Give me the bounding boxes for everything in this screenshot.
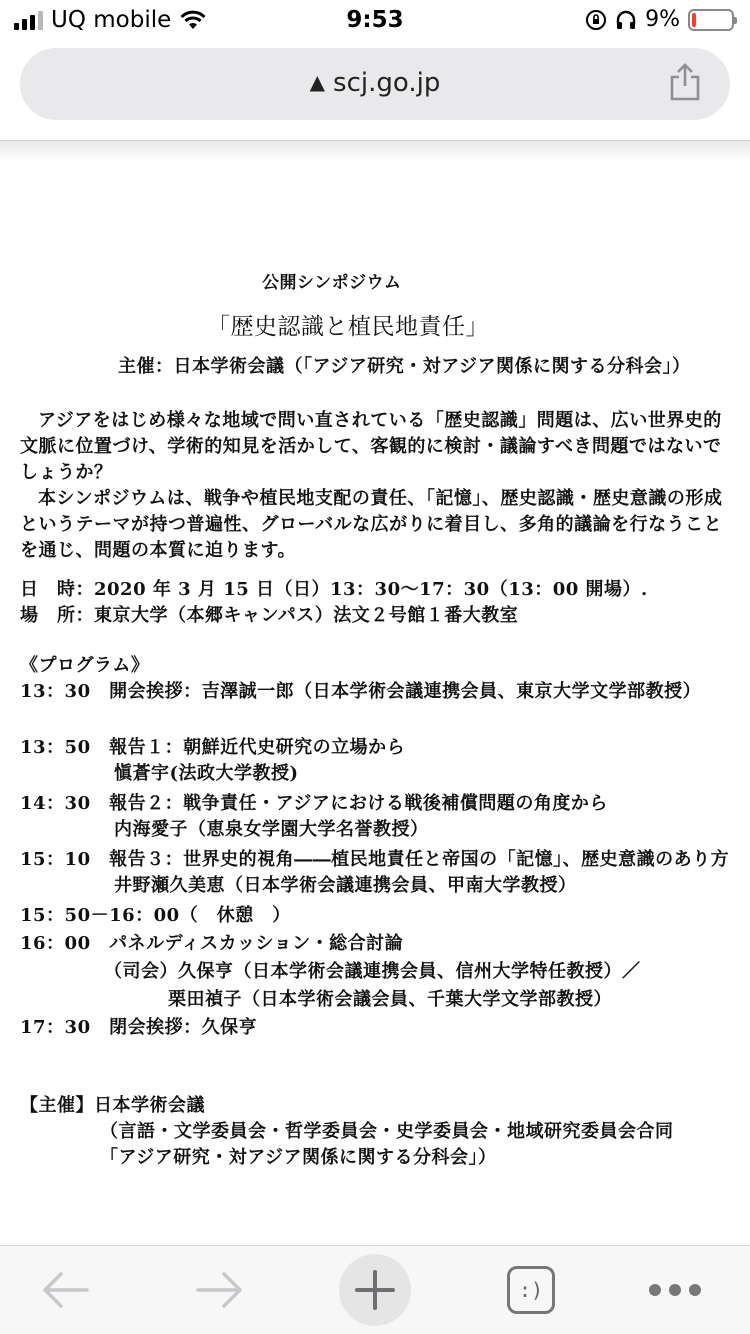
plus-icon bbox=[353, 1268, 397, 1312]
doc-organizer: 主催：日本学術会議（「アジア研究・対アジア関係に関する分科会」） bbox=[118, 356, 691, 377]
arrow-right-icon bbox=[194, 1270, 246, 1310]
doc-date-time: 日 時：2020 年 3 月 15 日（日）13：30〜17：30（13：00 開場）. bbox=[20, 579, 648, 600]
program-item: 13：50 報告１：朝鮮近代史研究の立場から bbox=[20, 737, 406, 758]
doc-program-heading: 《プログラム》 bbox=[20, 655, 150, 676]
browser-toolbar bbox=[0, 1245, 750, 1334]
doc-paragraph-line: 本シンポジウムは、戦争や植民地支配の責任、「記憶」、歴史認識・歴史意識の形成 bbox=[38, 488, 723, 509]
doc-paragraph-line: というテーマが持つ普遍性、グローバルな広がりに着目し、多角的議論を行なうこと bbox=[20, 514, 723, 535]
doc-kicker: 公開シンポジウム bbox=[262, 273, 402, 293]
orientation-lock-icon bbox=[585, 9, 607, 31]
arrow-left-icon bbox=[39, 1270, 91, 1310]
program-item: 14：30 報告２：戦争責任・アジアにおける戦後補償問題の角度から bbox=[20, 793, 608, 814]
program-speaker: 栗田禎子（日本学術会議会員、千葉大学文学部教授） bbox=[168, 989, 612, 1010]
more-menu-button[interactable] bbox=[640, 1258, 710, 1322]
status-bar bbox=[0, 0, 750, 44]
doc-host-detail: （言語・文学委員会・哲学委員会・史学委員会・地域研究委員会合同 bbox=[100, 1121, 674, 1142]
more-dots-icon bbox=[649, 1284, 701, 1296]
program-break: 15：50－16：00（ 休憩 ） bbox=[20, 905, 291, 926]
tabs-icon: :) bbox=[507, 1266, 555, 1314]
doc-title: 「歴史認識と植民地責任」 bbox=[207, 314, 489, 340]
doc-paragraph-line: しょうか？ bbox=[20, 462, 113, 483]
program-item: 13：30 開会挨拶：吉澤誠一郎（日本学術会議連携会員、東京大学文学部教授） bbox=[20, 681, 702, 702]
doc-host-detail: 「アジア研究・対アジア関係に関する分科会」） bbox=[100, 1147, 497, 1168]
not-secure-warning-icon: ▲ bbox=[309, 70, 326, 94]
program-speaker: 愼蒼宇(法政大学教授) bbox=[114, 763, 299, 784]
status-time: 9:53 bbox=[346, 7, 404, 33]
battery-fill bbox=[692, 13, 696, 27]
carrier-name: UQ mobile bbox=[51, 7, 172, 33]
new-tab-button[interactable] bbox=[338, 1258, 412, 1322]
new-tab-circle bbox=[339, 1254, 411, 1326]
program-speaker: 井野瀬久美恵（日本学術会議連携会員、甲南大学教授） bbox=[114, 875, 577, 896]
url-domain: scj.go.jp bbox=[333, 68, 441, 98]
program-speaker: （司会）久保亨（日本学術会議連携会員、信州大学特任教授）／ bbox=[104, 961, 641, 982]
status-right bbox=[585, 7, 734, 32]
url-display[interactable] bbox=[20, 68, 730, 98]
forward-button[interactable] bbox=[185, 1258, 255, 1322]
headphones-icon bbox=[615, 9, 637, 31]
address-bar[interactable] bbox=[20, 48, 730, 120]
doc-venue: 場 所：東京大学（本郷キャンパス）法文２号館１番大教室 bbox=[20, 605, 519, 626]
doc-paragraph-line: を通じ、問題の本質に迫ります。 bbox=[20, 540, 297, 561]
battery-icon bbox=[688, 9, 734, 31]
program-item: 16：00 パネルディスカッション・総合討論 bbox=[20, 933, 404, 954]
doc-paragraph-line: 文脈に位置づけ、学術的知見を活かして、客観的に検討・議論すべき問題ではないで bbox=[20, 436, 722, 457]
document-page bbox=[0, 160, 750, 1245]
doc-host-heading: 【主催】日本学術会議 bbox=[20, 1095, 205, 1116]
tabs-button[interactable] bbox=[505, 1258, 557, 1322]
page-top-edge bbox=[0, 140, 750, 160]
program-speaker: 内海愛子（恵泉女学園大学名誉教授） bbox=[114, 819, 429, 840]
program-item: 17：30 閉会挨拶：久保亨 bbox=[20, 1017, 258, 1038]
back-button[interactable] bbox=[30, 1258, 100, 1322]
program-item: 15：10 報告３：世界史的視角――植民地責任と帝国の「記憶」、歴史意識のあり方 bbox=[20, 849, 730, 870]
share-icon[interactable] bbox=[668, 62, 702, 102]
battery-percent: 9% bbox=[645, 7, 680, 32]
doc-paragraph-line: アジアをはじめ様々な地域で問い直されている「歴史認識」問題は、広い世界史的 bbox=[38, 410, 722, 431]
